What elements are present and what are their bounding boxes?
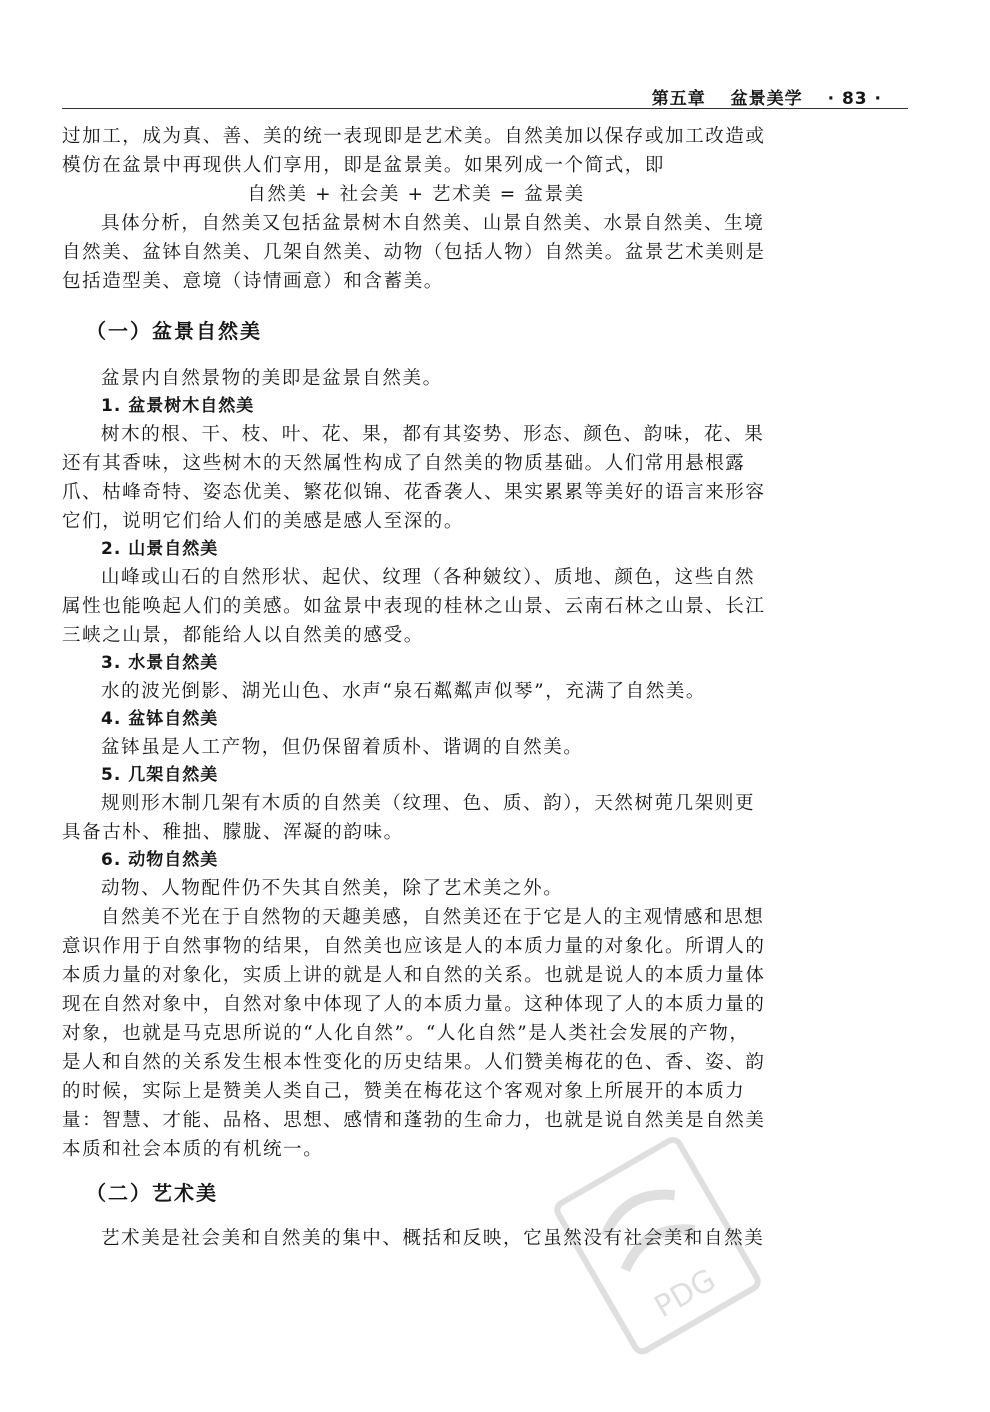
paragraph-line: 水的波光倒影、湖光山色、水声“泉石粼粼声似琴”，充满了自然美。 (101, 681, 707, 702)
subheading-animal: 6. 动物自然美 (101, 850, 219, 870)
conclusion-line: 对象，也就是马克思所说的“人化自然”。“人化自然”是人类社会发展的产物， (62, 1023, 750, 1044)
section-heading-art-beauty: （二）艺术美 (86, 1181, 218, 1205)
page-body (62, 122, 770, 1253)
paragraph-line: 山峰或山石的自然形状、起伏、纹理（各种皴纹）、质地、颜色，这些自然 (101, 567, 756, 588)
analysis-line: 具体分析，自然美又包括盆景树木自然美、山景自然美、水景自然美、生境 (101, 213, 765, 234)
paragraph-line: 动物、人物配件仍不失其自然美，除了艺术美之外。 (101, 878, 564, 899)
paragraph-line: 具备古朴、稚拙、朦胧、浑凝的韵味。 (62, 822, 404, 843)
running-header (652, 84, 882, 109)
paragraph-line: 盆钵虽是人工产物，但仍保留着质朴、谐调的自然美。 (101, 737, 584, 758)
section-heading-natural-beauty: （一）盆景自然美 (86, 319, 262, 343)
subheading-tree: 1. 盆景树木自然美 (101, 396, 255, 416)
analysis-line: 自然美、盆钵自然美、几架自然美、动物（包括人物）自然美。盆景艺术美则是 (62, 242, 766, 263)
subheading-water: 3. 水景自然美 (101, 653, 219, 673)
conclusion-line: 本质力量的对象化，实质上讲的就是人和自然的关系。也就是说人的本质力量体 (62, 965, 766, 986)
section-intro: 盆景内自然景物的美即是盆景自然美。 (101, 368, 443, 389)
subheading-stand: 5. 几架自然美 (101, 765, 219, 785)
intro-line: 过加工，成为真、善、美的统一表现即是艺术美。自然美加以保存或加工改造或 (62, 126, 766, 147)
analysis-line: 包括造型美、意境（诗情画意）和含蓄美。 (62, 271, 444, 292)
conclusion-line: 本质和社会本质的有机统一。 (62, 1139, 324, 1160)
paragraph-line: 艺术美是社会美和自然美的集中、概括和反映，它虽然没有社会美和自然美 (101, 1228, 765, 1249)
paragraph-line: 爪、枯峰奇特、姿态优美、繁花似锦、花香袭人、果实累累等美好的语言来形容 (62, 482, 766, 503)
subheading-mountain: 2. 山景自然美 (101, 539, 219, 559)
page-number: · 83 · (827, 89, 882, 109)
chapter-title: 盆景美学 (730, 89, 803, 109)
conclusion-line: 现在自然对象中，自然对象中体现了人的本质力量。这种体现了人的本质力量的 (62, 994, 766, 1015)
conclusion-line: 的时候，实际上是赞美人类自己，赞美在梅花这个客观对象上所展开的本质力 (62, 1081, 746, 1102)
conclusion-line: 是人和自然的关系发生根本性变化的历史结果。人们赞美梅花的色、香、姿、韵 (62, 1052, 766, 1073)
paragraph-line: 它们，说明它们给人们的美感是感人至深的。 (62, 511, 465, 532)
paragraph-line: 属性也能唤起人们的美感。如盆景中表现的桂林之山景、云南石林之山景、长江 (62, 596, 766, 617)
subheading-pot: 4. 盆钵自然美 (101, 709, 219, 729)
paragraph-line: 三峡之山景，都能给人以自然美的感受。 (62, 625, 424, 646)
intro-line: 模仿在盆景中再现供人们享用，即是盆景美。如果列成一个简式，即 (62, 155, 666, 176)
chapter-label: 第五章 (651, 89, 706, 109)
paragraph-line: 规则形木制几架有木质的自然美（纹理、色、质、韵），天然树蔸几架则更 (101, 793, 756, 814)
conclusion-line: 自然美不光在于自然物的天趣美感，自然美还在于它是人的主观情感和思想 (101, 907, 765, 928)
conclusion-line: 量：智慧、才能、品格、思想、感情和蓬勃的生命力，也就是说自然美是自然美 (62, 1110, 766, 1131)
paragraph-line: 还有其香味，这些树木的天然属性构成了自然美的物质基础。人们常用悬根露 (62, 453, 746, 474)
watermark-text: PDG (648, 1262, 722, 1326)
conclusion-line: 意识作用于自然事物的结果，自然美也应该是人的本质力量的对象化。所谓人的 (62, 936, 766, 957)
header-rule (62, 108, 908, 109)
paragraph-line: 树木的根、干、枝、叶、花、果，都有其姿势、形态、颜色、韵味，花、果 (101, 424, 765, 445)
formula: 自然美 + 社会美 + 艺术美 = 盆景美 (247, 184, 585, 205)
